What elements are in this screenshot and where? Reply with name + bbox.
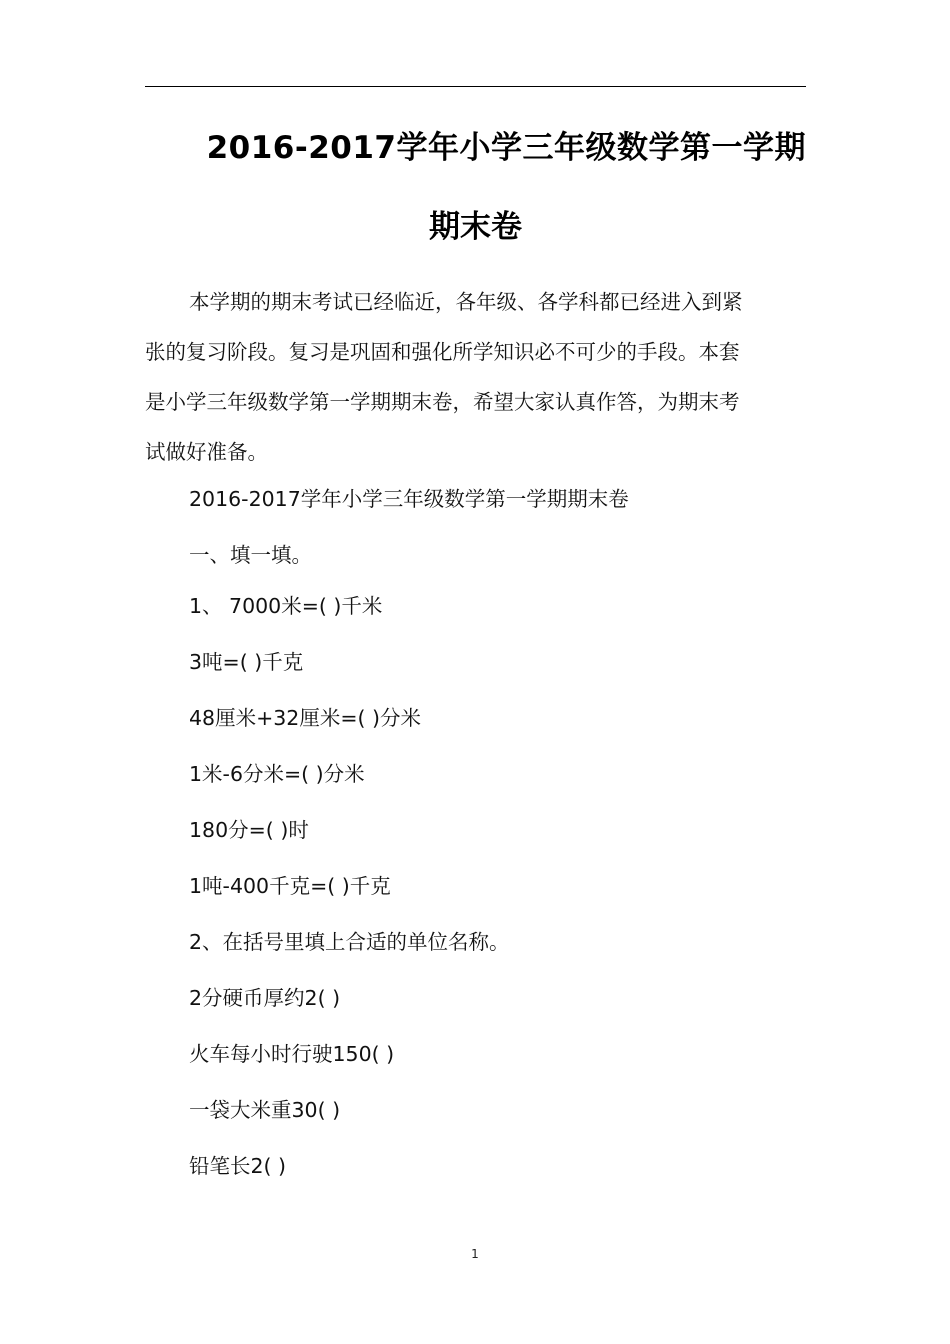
question-item: 180分=( )时 bbox=[189, 818, 309, 842]
question-item: 1吨-400千克=( )千克 bbox=[189, 874, 391, 898]
question-item: 铅笔长2( ) bbox=[189, 1154, 287, 1178]
question-heading-units: 2、在括号里填上合适的单位名称。 bbox=[189, 930, 510, 954]
question-item: 1米-6分米=( )分米 bbox=[189, 762, 365, 786]
intro-line: 本学期的期末考试已经临近，各年级、各学科都已经进入到紧 bbox=[189, 290, 743, 314]
page-number: 1 bbox=[471, 1247, 479, 1261]
section-heading-fill-in: 一、填一填。 bbox=[189, 543, 312, 567]
question-item: 3吨=( )千克 bbox=[189, 650, 304, 674]
question-item: 2分硬币厚约2( ) bbox=[189, 986, 341, 1010]
intro-line: 张的复习阶段。复习是巩固和强化所学知识必不可少的手段。本套 bbox=[145, 340, 740, 364]
intro-line: 试做好准备。 bbox=[145, 440, 268, 464]
intro-line: 是小学三年级数学第一学期期末卷，希望大家认真作答，为期末考 bbox=[145, 390, 740, 414]
intro-paragraph bbox=[145, 277, 806, 477]
subtitle-paragraph: 2016-2017学年小学三年级数学第一学期期末卷 bbox=[189, 487, 629, 511]
question-item: 1、 7000米=( )千米 bbox=[189, 594, 383, 618]
document-title-line-1: 2016-2017学年小学三年级数学第一学期 bbox=[206, 130, 806, 166]
document-title-line-2: 期末卷 bbox=[429, 209, 522, 245]
header-rule bbox=[145, 86, 806, 87]
question-item: 一袋大米重30( ) bbox=[189, 1098, 341, 1122]
question-item: 火车每小时行驶150( ) bbox=[189, 1042, 395, 1066]
question-item: 48厘米+32厘米=( )分米 bbox=[189, 706, 422, 730]
